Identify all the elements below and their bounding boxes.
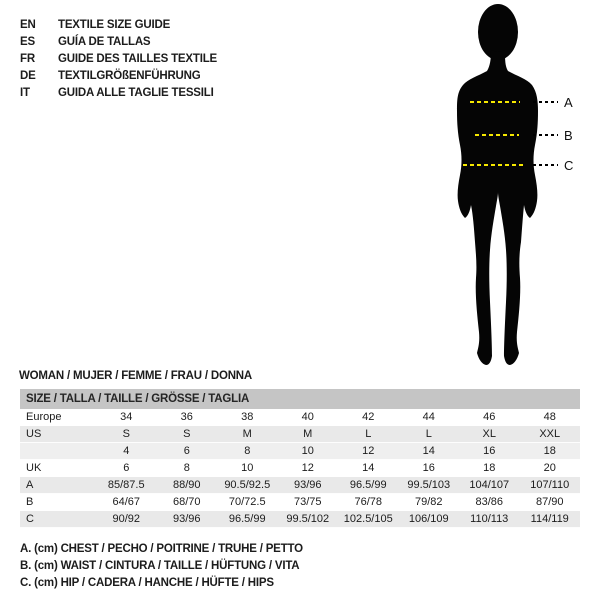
language-title: TEXTILGRÖßENFÜHRUNG: [58, 69, 201, 82]
size-cell: 87/90: [535, 496, 564, 508]
size-cell: 4: [123, 445, 130, 457]
size-cell: 12: [362, 445, 375, 457]
size-cell: 36: [180, 411, 193, 423]
size-cell: 40: [301, 411, 314, 423]
row-label: Europe: [26, 411, 62, 423]
size-cell: 99.5/103: [407, 479, 451, 491]
language-title: GUIDE DES TAILLES TEXTILE: [58, 52, 217, 65]
table-row-us-numeric: [20, 443, 580, 460]
size-cell: 16: [483, 445, 496, 457]
marker-label-a: A: [564, 95, 573, 110]
legend-chest: A. (cm) CHEST / PECHO / POITRINE / TRUHE / PETTO: [20, 543, 303, 555]
size-cell: 106/109: [408, 513, 449, 525]
size-cell: M: [242, 428, 252, 440]
size-cell: 93/96: [172, 513, 201, 525]
size-cell: 110/113: [470, 513, 509, 525]
size-cell: L: [365, 428, 372, 440]
size-cell: 68/70: [172, 496, 201, 508]
size-cell: 18: [543, 445, 556, 457]
list-item: [20, 67, 217, 84]
size-cell: 46: [483, 411, 496, 423]
size-cell: 88/90: [172, 479, 201, 491]
size-cell: 14: [362, 462, 375, 474]
size-cell: 114/119: [530, 513, 569, 525]
row-label: US: [26, 428, 42, 440]
table-row-uk: [20, 460, 580, 477]
list-item: [20, 33, 217, 50]
size-cell: 70/72.5: [228, 496, 266, 508]
hip-measure-line: [463, 164, 524, 166]
size-cell: 102.5/105: [343, 513, 393, 525]
size-cell: 79/82: [414, 496, 443, 508]
size-cell: 18: [483, 462, 496, 474]
size-table: [20, 389, 580, 528]
language-list: [20, 16, 217, 101]
size-cell: 10: [301, 445, 314, 457]
size-cell: 8: [183, 462, 190, 474]
waist-measure-line: [475, 134, 519, 136]
hip-leader-line: [533, 164, 558, 166]
list-item: [20, 50, 217, 67]
size-cell: XL: [482, 428, 496, 440]
size-cell: 6: [183, 445, 190, 457]
size-cell: 48: [543, 411, 556, 423]
size-cell: L: [425, 428, 432, 440]
size-cell: 73/75: [293, 496, 322, 508]
size-cell: 8: [244, 445, 251, 457]
size-cell: 38: [241, 411, 254, 423]
table-row-us: [20, 426, 580, 443]
language-title: GUIDA ALLE TAGLIE TESSILI: [58, 86, 214, 99]
list-item: [20, 84, 217, 101]
language-title: TEXTILE SIZE GUIDE: [58, 18, 171, 31]
size-cell: 12: [301, 462, 314, 474]
chest-measure-line: [470, 101, 520, 103]
language-code: ES: [20, 35, 35, 48]
table-row-chest: [20, 477, 580, 494]
language-code: DE: [20, 69, 36, 82]
legend-waist: B. (cm) WAIST / CINTURA / TAILLE / HÜFTUNG / VITA: [20, 560, 300, 572]
size-cell: 20: [543, 462, 556, 474]
size-cell: 90/92: [112, 513, 141, 525]
size-cell: XXL: [539, 428, 561, 440]
table-row-waist: [20, 494, 580, 511]
size-cell: 76/78: [354, 496, 383, 508]
size-cell: 16: [422, 462, 435, 474]
marker-label-b: B: [564, 128, 573, 143]
size-cell: 10: [241, 462, 254, 474]
measurement-legend: [20, 541, 303, 592]
size-cell: 90.5/92.5: [224, 479, 271, 491]
size-cell: 107/110: [530, 479, 570, 491]
size-cell: 34: [120, 411, 133, 423]
section-title: WOMAN / MUJER / FEMME / FRAU / DONNA: [19, 370, 253, 382]
size-cell: 96.5/99: [228, 513, 266, 525]
row-label: B: [26, 496, 34, 508]
size-cell: S: [183, 428, 191, 440]
table-row-europe: [20, 409, 580, 426]
size-cell: 6: [123, 462, 130, 474]
size-cell: 99.5/102: [286, 513, 330, 525]
chest-leader-line: [533, 101, 558, 103]
marker-label-c: C: [564, 158, 574, 173]
language-code: EN: [20, 18, 36, 31]
size-cell: S: [122, 428, 130, 440]
table-row-hip: [20, 511, 580, 528]
size-cell: 85/87.5: [107, 479, 145, 491]
waist-leader-line: [533, 134, 558, 136]
size-cell: 96.5/99: [349, 479, 387, 491]
size-cell: 14: [422, 445, 435, 457]
legend-hip: C. (cm) HIP / CADERA / HANCHE / HÜFTE / HIPS: [20, 577, 274, 589]
row-label: UK: [26, 462, 42, 474]
language-code: FR: [20, 52, 35, 65]
row-label: A: [26, 479, 34, 491]
list-item: [20, 16, 217, 33]
size-cell: M: [303, 428, 313, 440]
language-code: IT: [20, 86, 30, 99]
language-title: GUÍA DE TALLAS: [58, 35, 151, 48]
size-cell: 64/67: [112, 496, 141, 508]
size-cell: 83/86: [475, 496, 504, 508]
table-header: SIZE / TALLA / TAILLE / GRÖSSE / TAGLIA: [20, 389, 580, 409]
size-cell: 93/96: [293, 479, 322, 491]
size-cell: 42: [362, 411, 375, 423]
woman-silhouette-icon: [445, 4, 551, 372]
size-cell: 104/107: [469, 479, 510, 491]
size-cell: 44: [422, 411, 435, 423]
row-label: C: [26, 513, 34, 525]
